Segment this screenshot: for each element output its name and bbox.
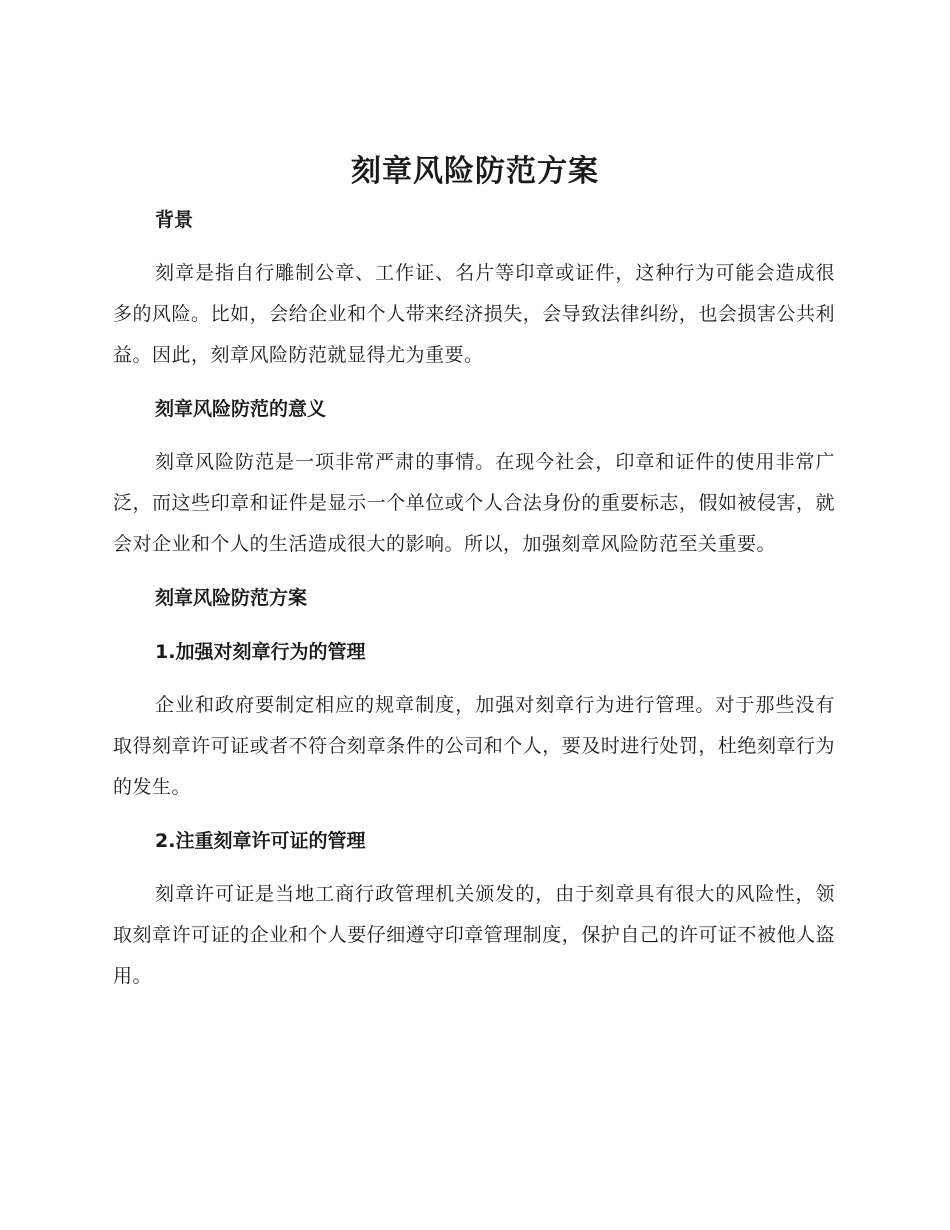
document-body — [113, 199, 835, 1009]
section-heading-background: 背景 — [155, 209, 194, 231]
subheading-management: 1.加强对刻章行为的管理 — [155, 641, 366, 663]
section-heading-plan: 刻章风险防范方案 — [155, 587, 308, 609]
subheading-license: 2.注重刻章许可证的管理 — [155, 830, 366, 852]
paragraph-management: 企业和政府要制定相应的规章制度，加强对刻章行为进行管理。对于那些没有取得刻章许可证或者不符合刻章条件的公司和个人，要及时进行处罚，杜绝刻章行为的发生。 — [113, 694, 835, 798]
paragraph-background: 刻章是指自行雕制公章、工作证、名片等印章或证件，这种行为可能会造成很多的风险。比如，会给企业和个人带来经济损失，会导致法律纠纷，也会损害公共利益。因此，刻章风险防范就显得尤为重要。 — [113, 262, 835, 366]
paragraph-license: 刻章许可证是当地工商行政管理机关颁发的，由于刻章具有很大的风险性，领取刻章许可证的企业和个人要仔细遵守印章管理制度，保护自己的许可证不被他人盗用。 — [113, 883, 835, 987]
document-title: 刻章风险防范方案 — [351, 154, 599, 189]
paragraph-significance: 刻章风险防范是一项非常严肃的事情。在现今社会，印章和证件的使用非常广泛，而这些印章和证件是显示一个单位或个人合法身份的重要标志，假如被侵害，就会对企业和个人的生活造成很大的影响。所以，加强刻章风险防范至关重要。 — [113, 451, 835, 555]
section-heading-significance: 刻章风险防范的意义 — [155, 398, 327, 420]
